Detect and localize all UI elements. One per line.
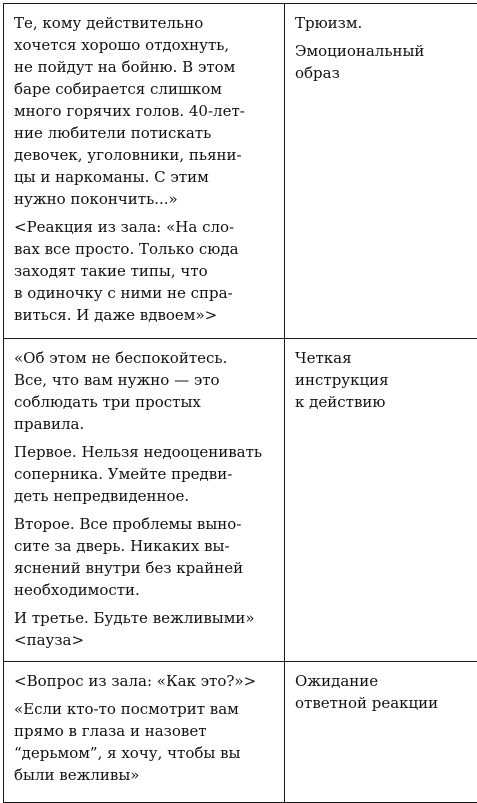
- technique-cell: [285, 662, 477, 803]
- technique-note: Ожидание ответной реакции: [295, 670, 477, 714]
- technique-note: Четкая инструкция к действию: [295, 347, 477, 413]
- speech-cell: [4, 339, 285, 662]
- table-row: [4, 339, 477, 662]
- table-row: [4, 4, 477, 339]
- technique-note: Трюизм.: [295, 12, 477, 34]
- audience-reaction-paragraph: <Реакция из зала: «На сло- вах все просто. Только сюда заходят такие типы, что в одиночку с ними не спра- виться. И даже вдвоем»>: [14, 216, 276, 326]
- technique-cell: [285, 339, 477, 662]
- technique-cell: [285, 4, 477, 339]
- technique-note: Эмоциональный образ: [295, 40, 477, 84]
- table-row: [4, 662, 477, 803]
- audience-question-paragraph: <Вопрос из зала: «Как это?»>: [14, 670, 276, 692]
- rule-paragraph: И третье. Будьте вежливыми» <пауза>: [14, 607, 276, 651]
- dialogue-analysis-table: [3, 3, 477, 803]
- rule-paragraph: Второе. Все проблемы выно- сите за дверь. Никаких вы- яснений внутри без крайней необходимости.: [14, 513, 276, 601]
- speech-cell: [4, 662, 285, 803]
- speech-paragraph: «Об этом не беспокойтесь. Все, что вам нужно — это соблюдать три простых правила.: [14, 347, 276, 435]
- speech-paragraph: «Если кто-то посмотрит вам прямо в глаза и назовет “дерьмом”, я хочу, чтобы вы были вежливы»: [14, 698, 276, 786]
- speech-paragraph: Те, кому действительно хочется хорошо отдохнуть, не пойдут на бойню. В этом баре собирается слишком много горячих голов. 40-лет- ние любители потискать девочек, уголовники, пьяни- цы и наркоманы. С этим нужно покончить...»: [14, 12, 276, 210]
- rule-paragraph: Первое. Нельзя недооценивать соперника. Умейте предви- деть непредвиденное.: [14, 441, 276, 507]
- speech-cell: [4, 4, 285, 339]
